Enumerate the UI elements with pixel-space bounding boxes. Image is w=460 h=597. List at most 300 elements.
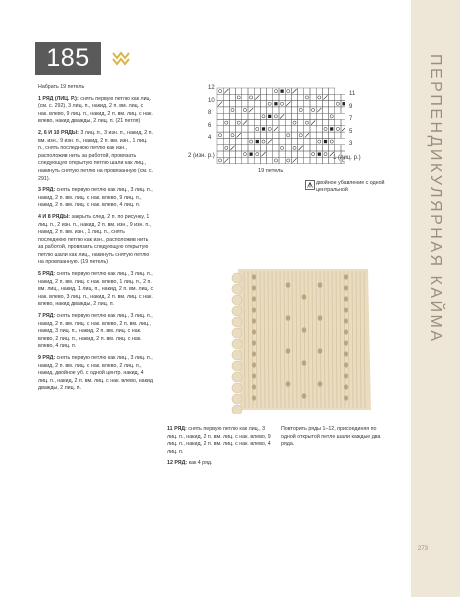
row-label: 7 РЯД: <box>38 313 57 320</box>
chart-cell <box>242 107 248 113</box>
chart-cell <box>242 126 248 132</box>
chart-cell <box>304 145 310 151</box>
row-label: 2, 6 И 10 РЯДЫ: <box>38 129 81 136</box>
chart-cell <box>242 157 248 163</box>
left-row-instruction <box>38 96 154 126</box>
decrease-symbol <box>305 133 309 137</box>
chart-cell <box>298 126 304 132</box>
decrease-symbol <box>342 127 345 131</box>
bind-off-symbol <box>343 102 346 105</box>
row-label: 11 РЯД: <box>167 426 189 432</box>
chart-cell <box>322 120 328 126</box>
chart-cell <box>285 132 291 138</box>
mid-row-instruction <box>167 460 273 468</box>
chart-cell <box>248 120 254 126</box>
chart-cell <box>310 101 316 107</box>
chart-cell <box>298 132 304 138</box>
chart-cell <box>273 88 279 94</box>
chart-cell <box>298 151 304 157</box>
bind-off-symbol <box>318 153 321 156</box>
chart-cell <box>316 138 322 144</box>
chart-cell <box>329 145 335 151</box>
chart-cell <box>267 101 273 107</box>
chart-cell <box>229 88 235 94</box>
yarn-over-symbol <box>243 108 246 111</box>
swatch-scallop <box>232 306 242 316</box>
yarn-over-symbol <box>324 153 327 156</box>
yarn-over-symbol <box>318 96 321 99</box>
chart-cell <box>223 120 229 126</box>
yarn-over-symbol <box>225 121 228 124</box>
chart-cell <box>242 113 248 119</box>
swatch-eyelet <box>344 395 348 400</box>
chart-cell <box>304 94 310 100</box>
chart-cell <box>260 120 266 126</box>
chart-cell <box>316 126 322 132</box>
swatch-eyelet <box>344 373 348 378</box>
chart-cell <box>291 132 297 138</box>
chart-cell <box>267 107 273 113</box>
chart-cell <box>260 132 266 138</box>
chart-cell <box>310 151 316 157</box>
chart-cell <box>335 120 341 126</box>
decrease-symbol <box>224 89 228 93</box>
chart-row-label-right: 1 (лиц. р.) <box>333 155 361 161</box>
chart-cell <box>316 145 322 151</box>
chart-cell <box>242 145 248 151</box>
swatch-eyelet <box>252 384 256 389</box>
instructions-left-column <box>38 84 154 397</box>
chart-cell <box>236 145 242 151</box>
swatch-eyelet <box>344 362 348 367</box>
swatch-eyelet <box>252 296 256 301</box>
cast-on-text: Набрать 19 петель <box>38 84 85 90</box>
swatch-eyelet <box>302 360 307 366</box>
chart-cell <box>322 126 328 132</box>
bind-off-symbol <box>268 115 271 118</box>
decrease-symbol <box>311 121 315 125</box>
chart-cell <box>335 126 341 132</box>
chart-cell <box>291 151 297 157</box>
chart-cell <box>304 120 310 126</box>
swatch-eyelet <box>344 318 348 323</box>
chart-cell <box>304 107 310 113</box>
bind-off-symbol <box>250 153 253 156</box>
chart-cell <box>229 120 235 126</box>
chart-cell <box>298 88 304 94</box>
swatch-eyelet <box>344 351 348 356</box>
chart-cell <box>242 138 248 144</box>
chart-cell <box>236 120 242 126</box>
left-row-instruction <box>38 187 154 210</box>
chart-cell <box>267 120 273 126</box>
left-row-instruction <box>38 271 154 309</box>
decrease-symbol <box>249 108 253 112</box>
chart-cell <box>267 94 273 100</box>
chart-cell <box>273 113 279 119</box>
chart-cell <box>298 120 304 126</box>
decrease-symbol <box>255 95 259 99</box>
swatch-eyelet <box>252 307 256 312</box>
chart-cell <box>291 94 297 100</box>
swatch-eyelet <box>286 282 291 288</box>
swatch-scallop <box>232 284 242 294</box>
yarn-over-symbol <box>330 140 333 143</box>
chart-cell <box>248 138 254 144</box>
swatch-eyelet <box>344 274 348 279</box>
yarn-over-symbol <box>256 153 259 156</box>
decrease-symbol <box>274 127 278 131</box>
chart-cell <box>229 132 235 138</box>
stitch-motif-icon <box>111 50 131 68</box>
chart-cell <box>254 120 260 126</box>
chart-cell <box>273 145 279 151</box>
swatch-eyelet <box>318 348 323 354</box>
swatch-scallop <box>232 350 242 360</box>
chart-cell <box>304 151 310 157</box>
section-title-text: ПЕРПЕНДИКУЛЯРНАЯ КАЙМА <box>427 54 444 344</box>
yarn-over-symbol <box>293 146 296 149</box>
swatch-eyelet <box>252 329 256 334</box>
chart-cell <box>279 107 285 113</box>
yarn-over-symbol <box>262 115 265 118</box>
decrease-symbol <box>261 152 265 156</box>
swatch-scallop <box>232 372 242 382</box>
chart-cell <box>279 145 285 151</box>
chart-cell <box>260 94 266 100</box>
yarn-over-symbol <box>324 127 327 130</box>
chart-cell <box>329 107 335 113</box>
bind-off-symbol <box>330 127 333 130</box>
chart-cell <box>329 138 335 144</box>
chart-cell <box>260 145 266 151</box>
swatch-scallop <box>232 361 242 371</box>
chart-row-label-right: 3 <box>349 141 353 148</box>
chart-row-label-left: 12 <box>208 85 215 91</box>
chart-cell <box>260 88 266 94</box>
swatch-eyelet <box>344 384 348 389</box>
yarn-over-symbol <box>281 102 284 105</box>
chart-cell <box>273 132 279 138</box>
row-text: снять первую петлю как лиц., 3 лиц. п., накид, 2 п. вм. лиц. с нак. влево, 2 лиц. п., накид, двойное уб. с одной центр. накид, 4 лиц. п., накид, 2 п. вм. лиц. с нак. влево, накид дважды, 2 лиц. п. <box>38 355 153 392</box>
bind-off-symbol <box>324 140 327 143</box>
chart-cell <box>223 132 229 138</box>
chart-cell <box>217 107 223 113</box>
chart-cell <box>267 145 273 151</box>
yarn-over-symbol <box>330 115 333 118</box>
chart-cell <box>223 126 229 132</box>
chart-cell <box>229 138 235 144</box>
chart-cell <box>229 94 235 100</box>
chart-cell <box>304 138 310 144</box>
chart-cell <box>248 126 254 132</box>
chart-cell <box>242 151 248 157</box>
chart-cell <box>322 107 328 113</box>
yarn-over-symbol <box>274 159 277 162</box>
chart-cell <box>217 157 223 163</box>
chart-cell <box>260 157 266 163</box>
section-title-vertical <box>418 44 452 354</box>
chart-cell <box>310 88 316 94</box>
chart-cell <box>298 113 304 119</box>
yarn-over-symbol <box>287 159 290 162</box>
row-text: закрыть след. 2 п. по рисунку, 1 лиц. п., 2 изн. п., накид, 2 п. вм. изн., 9 изн. п., накид, 2 п. вм. изн., 1 лиц. п., снять последнюю петлю как изн., расположив нить за работой, провязать следующую открытую петлю шали как лиц., накинуть снятую петлю на провязанную. (19 петель) <box>38 213 152 266</box>
chart-cell <box>254 145 260 151</box>
chart-cell <box>273 120 279 126</box>
chart-row-label-left: 8 <box>208 110 212 117</box>
chart-cell <box>242 132 248 138</box>
row-text: снять первую петлю как лиц., 3 лиц. п., накид, 2 п. вм. лиц. с нак. влево, 1 лиц. п., 2 п. вм. лиц., накид, 1 лиц. п., накид, 2 п. вм. лиц. с нак. влево, 3 лиц. п., накид, 2 п. вм. лиц. с нак. влево, накид дважды, 2 лиц. п. <box>38 271 154 308</box>
chart-cell <box>254 157 260 163</box>
chart-cell <box>236 126 242 132</box>
swatch-scallop <box>232 405 242 414</box>
chart-cell <box>310 94 316 100</box>
chart-cell <box>322 151 328 157</box>
chart-cell <box>267 88 273 94</box>
knitting-chart <box>205 86 345 171</box>
yarn-over-symbol <box>299 108 302 111</box>
decrease-symbol <box>230 146 234 150</box>
chart-cell <box>267 157 273 163</box>
row-text: снять первую петлю как лиц., 3 лиц. п., накид, 2 п. вм. лиц. с нак. влево, 9 лиц. п., накид, 2 п. вм. лиц. с нак. влево, 4 лиц. п. <box>167 426 271 455</box>
bind-off-symbol <box>256 140 259 143</box>
chart-cell <box>298 101 304 107</box>
chart-cell <box>298 107 304 113</box>
left-row-instruction <box>38 130 154 183</box>
bind-off-symbol <box>262 127 265 130</box>
decrease-symbol <box>243 121 247 125</box>
chart-cell <box>267 126 273 132</box>
chart-cell <box>267 132 273 138</box>
chart-cell <box>254 88 260 94</box>
yarn-over-symbol <box>219 159 222 162</box>
swatch-scallop <box>232 317 242 327</box>
rows-left-list <box>38 96 154 393</box>
chart-cell <box>310 132 316 138</box>
chart-cell <box>329 88 335 94</box>
swatch-scallop <box>232 383 242 393</box>
chart-cell <box>322 113 328 119</box>
left-row-instruction <box>38 355 154 393</box>
swatch-eyelet <box>344 296 348 301</box>
yarn-over-symbol <box>268 127 271 130</box>
instructions-mid-column <box>167 426 273 472</box>
yarn-over-symbol <box>219 134 222 137</box>
chart-cell <box>316 101 322 107</box>
swatch-eyelet <box>344 285 348 290</box>
chart-cell <box>273 107 279 113</box>
decrease-symbol <box>299 146 303 150</box>
chart-cell <box>322 101 328 107</box>
yarn-over-symbol <box>305 121 308 124</box>
chart-cell <box>248 88 254 94</box>
chart-cell <box>248 157 254 163</box>
chart-cell <box>242 101 248 107</box>
yarn-over-symbol <box>318 140 321 143</box>
chart-cell <box>267 151 273 157</box>
row-label: 12 РЯД: <box>167 460 189 467</box>
chart-cell <box>223 138 229 144</box>
chart-cell <box>310 107 316 113</box>
chart-cell <box>285 145 291 151</box>
chart-cell <box>285 113 291 119</box>
chart-cell <box>229 126 235 132</box>
yarn-over-symbol <box>250 140 253 143</box>
chart-cell <box>242 94 248 100</box>
chart-cell <box>236 151 242 157</box>
page-number: 273 <box>418 546 429 552</box>
chart-cell <box>341 145 345 151</box>
swatch-scallop <box>232 273 242 283</box>
decrease-symbol <box>286 102 290 106</box>
chart-cell <box>329 120 335 126</box>
swatch-eyelet <box>252 373 256 378</box>
chart-cell <box>223 101 229 107</box>
chart-cell <box>236 101 242 107</box>
chart-cell <box>310 138 316 144</box>
chart-cell <box>248 132 254 138</box>
chart-row-label-right: 5 <box>349 128 353 135</box>
row-label: 3 РЯД: <box>38 187 57 194</box>
decrease-symbol <box>218 102 222 106</box>
decrease-symbol <box>323 95 327 99</box>
bind-off-symbol <box>281 90 284 93</box>
chart-cell <box>279 101 285 107</box>
chart-cell <box>285 94 291 100</box>
chart-cell <box>273 138 279 144</box>
yarn-over-symbol <box>268 102 271 105</box>
decrease-symbol <box>224 158 228 162</box>
chart-cell <box>254 113 260 119</box>
swatch-scallop <box>232 328 242 338</box>
row-text: снять первую петлю как лиц., 3 лиц. п., накид, 2 п. вм. лиц. с нак. влево, 9 лиц. п., накид, 2 п. вм. лиц. с нак. влево, 4 лиц. п. <box>38 187 153 209</box>
double-decrease-icon <box>305 180 315 190</box>
chart-cell <box>298 138 304 144</box>
decrease-symbol <box>237 133 241 137</box>
chart-cell <box>285 138 291 144</box>
swatch-eyelet <box>252 362 256 367</box>
decrease-symbol <box>268 139 272 143</box>
chart-cell <box>341 94 345 100</box>
chart-cell <box>291 120 297 126</box>
chart-cell <box>304 126 310 132</box>
swatch-eyelet <box>302 294 307 300</box>
yarn-over-symbol <box>287 134 290 137</box>
chart-cell <box>217 126 223 132</box>
chart-row-label-left: 10 <box>208 97 215 104</box>
chart-cell <box>341 107 345 113</box>
chart-cell <box>285 120 291 126</box>
swatch-eyelet <box>302 393 307 399</box>
chart-cell <box>298 94 304 100</box>
swatch-eyelet <box>252 318 256 323</box>
yarn-over-symbol <box>250 96 253 99</box>
chart-cell <box>304 101 310 107</box>
yarn-over-symbol <box>312 153 315 156</box>
chart-cell <box>335 132 341 138</box>
chart-cell <box>217 88 223 94</box>
chart-cell <box>217 145 223 151</box>
chart-cell <box>329 132 335 138</box>
bind-off-symbol <box>274 102 277 105</box>
swatch-eyelet <box>252 340 256 345</box>
chart-cell <box>248 113 254 119</box>
chart-cell <box>236 88 242 94</box>
chart-cell <box>322 88 328 94</box>
row-label: 4 И 8 РЯДЫ: <box>38 213 72 220</box>
chart-cell <box>310 145 316 151</box>
chart-cell <box>291 145 297 151</box>
chart-row-label-right: 7 <box>349 116 353 123</box>
yarn-over-symbol <box>237 121 240 124</box>
chart-cell <box>260 107 266 113</box>
chart-row-label-right: 11 <box>349 91 356 97</box>
row-text: как 4 ряд. <box>188 460 213 467</box>
chart-cell <box>335 145 341 151</box>
chart-cell <box>304 113 310 119</box>
chart-cell <box>236 157 242 163</box>
chart-cell <box>260 113 266 119</box>
chart-cell <box>285 157 291 163</box>
yarn-over-symbol <box>274 90 277 93</box>
chart-cell <box>335 94 341 100</box>
chart-cell <box>217 138 223 144</box>
yarn-over-symbol <box>293 121 296 124</box>
decrease-symbol <box>317 108 321 112</box>
chart-cell <box>242 88 248 94</box>
chart-caption: 19 петель <box>258 168 284 174</box>
chart-cell <box>291 101 297 107</box>
chart-cell <box>223 107 229 113</box>
yarn-over-symbol <box>225 146 228 149</box>
chart-cell <box>217 151 223 157</box>
chart-cell <box>229 107 235 113</box>
row-label: 5 РЯД: <box>38 271 57 278</box>
chart-cell <box>248 101 254 107</box>
left-row-instruction <box>38 313 154 351</box>
chart-cell <box>248 145 254 151</box>
chart-cell <box>229 151 235 157</box>
chart-cell <box>217 120 223 126</box>
chart-cell <box>335 107 341 113</box>
chart-cell <box>335 101 341 107</box>
decrease-symbol <box>292 158 296 162</box>
chart-cell <box>236 113 242 119</box>
swatch-scallop <box>232 295 242 305</box>
swatch-eyelet <box>252 395 256 400</box>
mid-row-instruction <box>167 426 273 456</box>
chart-cell <box>291 126 297 132</box>
yarn-over-symbol <box>256 127 259 130</box>
chart-cell <box>223 94 229 100</box>
chart-cell <box>291 107 297 113</box>
yarn-over-symbol <box>243 153 246 156</box>
row-text: снять первую петлю как лиц., 3 лиц. п., накид, 2 п. вм. лиц. с нак. влево, 2 п. вм. лиц., накид, 3 лиц. п., накид, 2 п. вм. лиц. с нак. влево, 2 лиц. п., накид, 2 п. вм. лиц. с нак. влево, 4 лиц. п. <box>38 313 153 350</box>
chart-cell <box>229 157 235 163</box>
chart-cell <box>322 132 328 138</box>
chart-cell <box>285 107 291 113</box>
swatch-scallop <box>232 394 242 404</box>
swatch-eyelet <box>344 340 348 345</box>
chart-cell <box>279 151 285 157</box>
chart-cell <box>329 94 335 100</box>
yarn-over-symbol <box>231 108 234 111</box>
chart-cell <box>217 94 223 100</box>
chart-cell <box>273 151 279 157</box>
chart-cell <box>316 120 322 126</box>
chart-cell <box>279 138 285 144</box>
pattern-number-badge <box>35 42 101 75</box>
